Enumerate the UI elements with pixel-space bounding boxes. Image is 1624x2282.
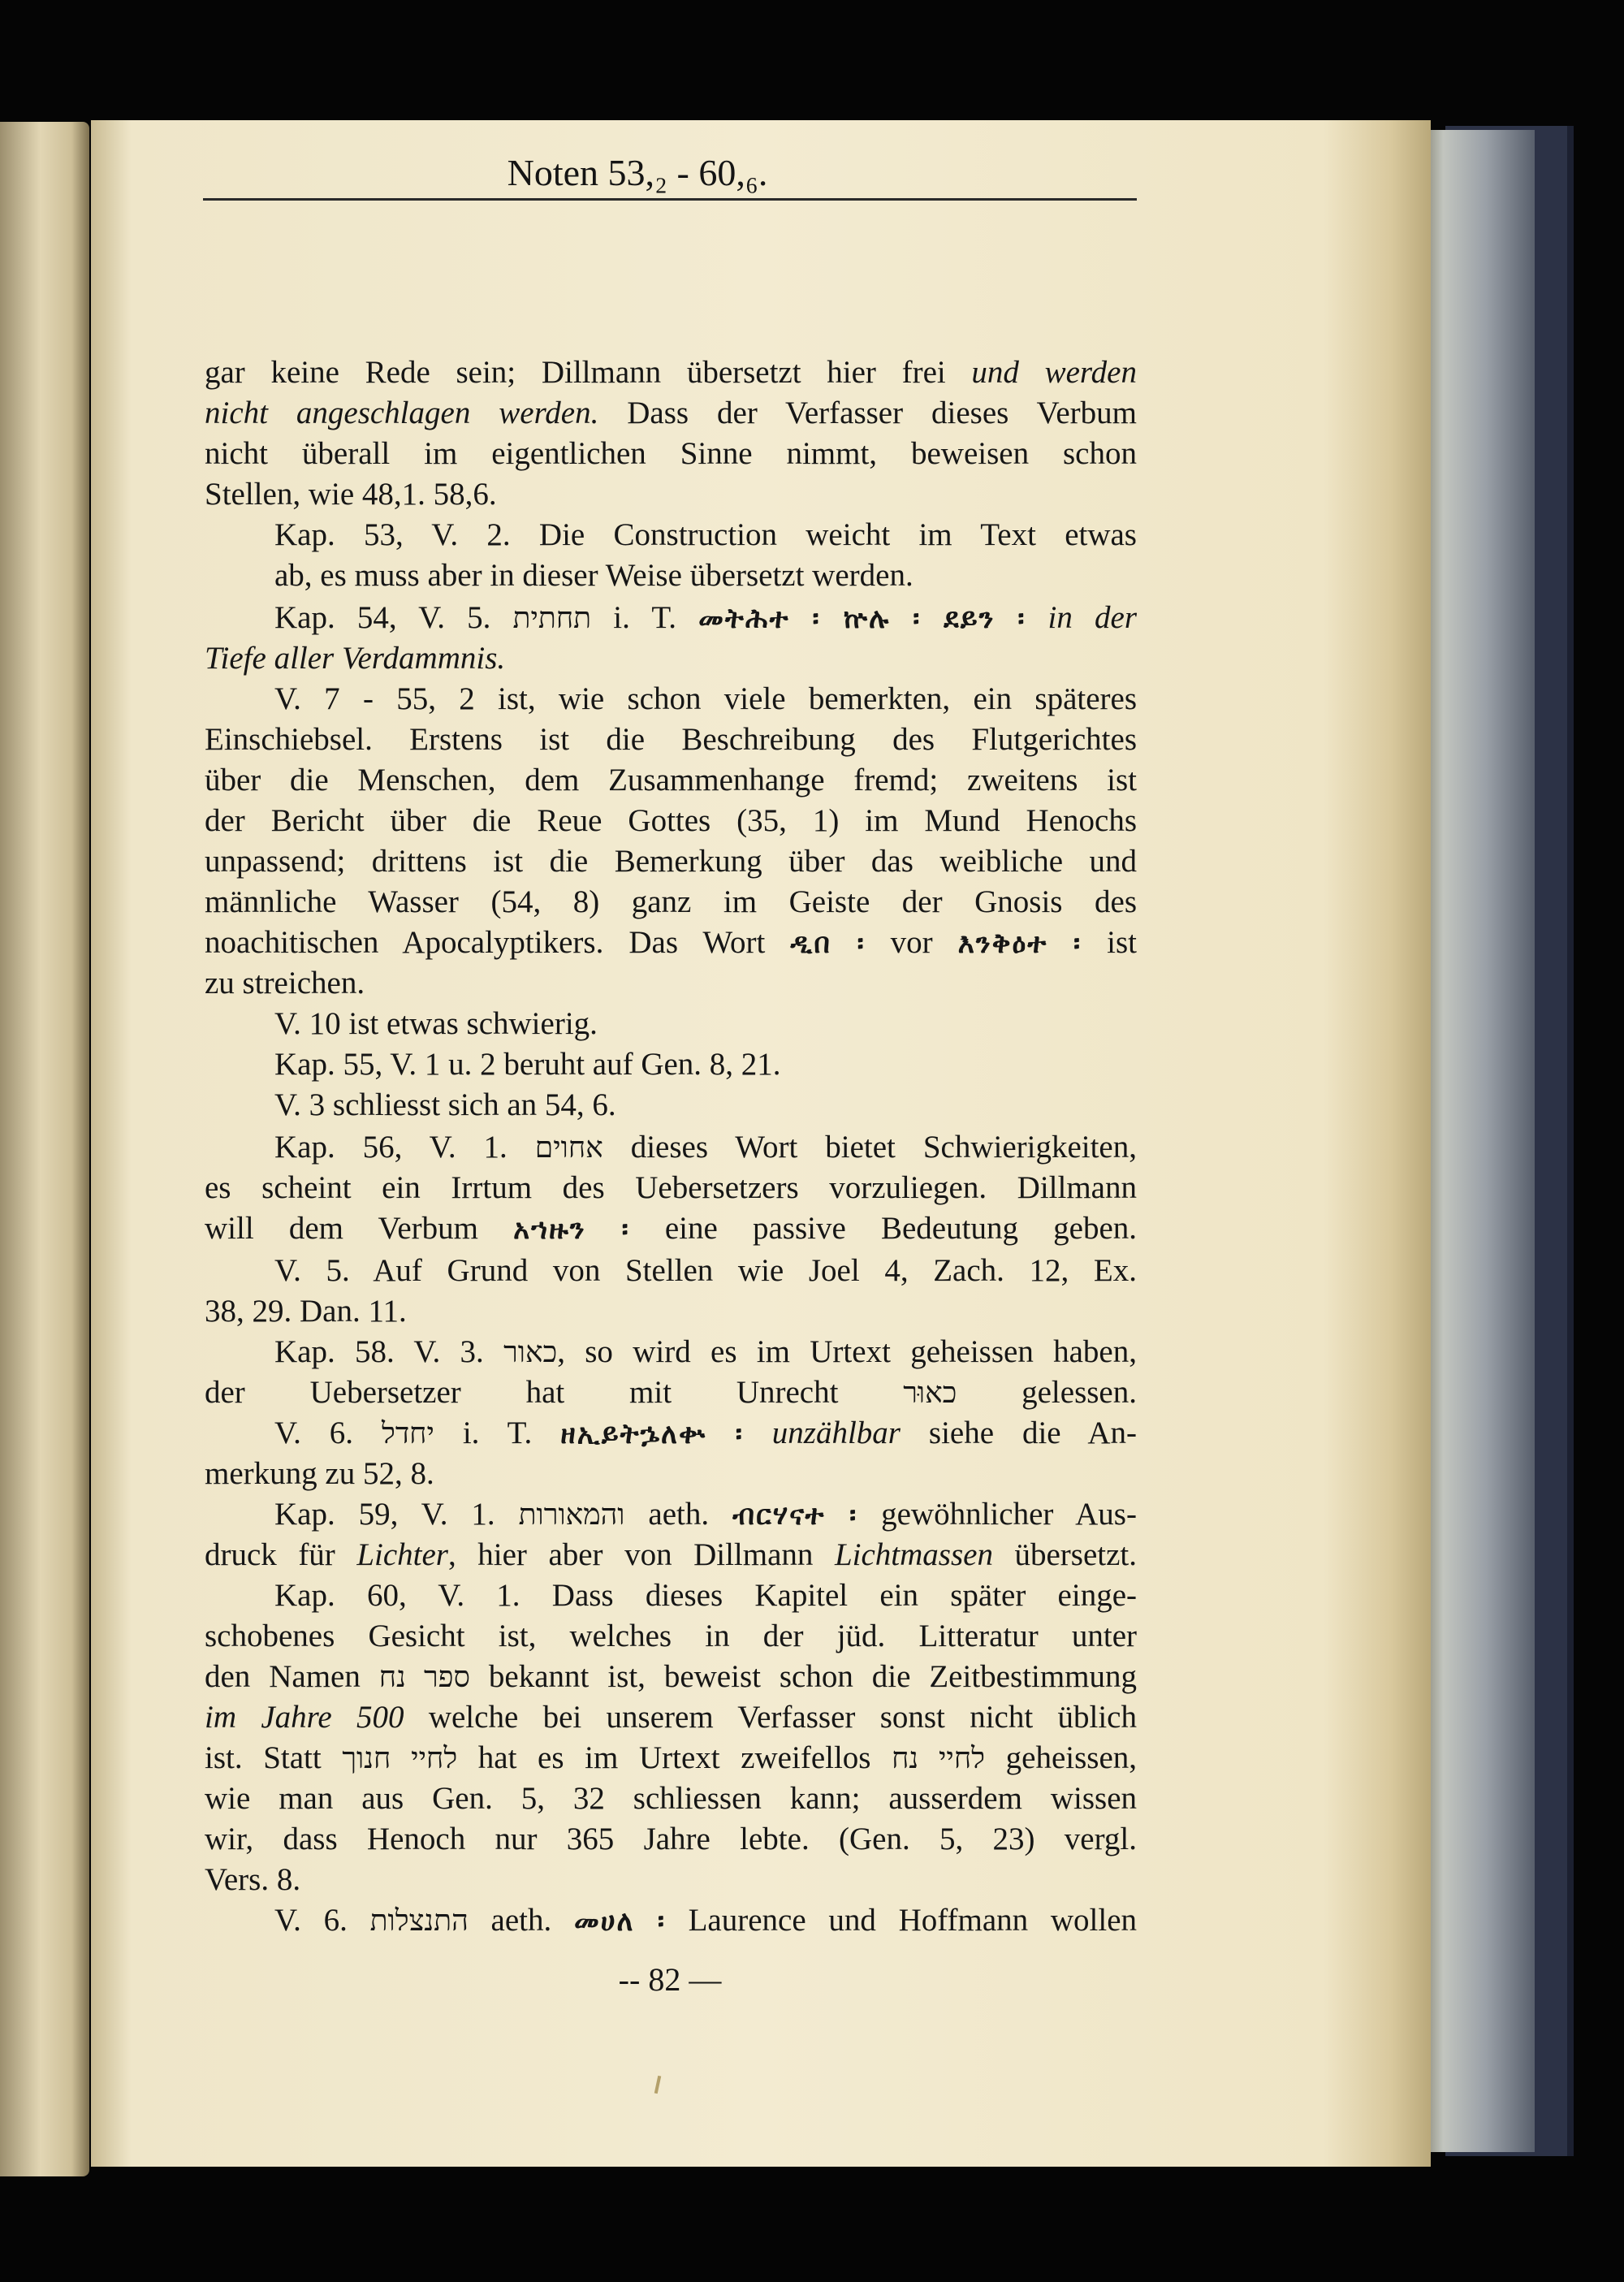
text-run: V. 3 schliesst sich an 54, 6. bbox=[274, 1087, 616, 1122]
text-run: V. 5. Auf Grund von Stellen wie Joel 4, Zach. 12, Ex. bbox=[274, 1253, 1137, 1288]
text-run: V. 10 ist etwas schwierig. bbox=[274, 1006, 598, 1041]
page-number: -- 82 — bbox=[618, 1961, 722, 1998]
text-run: , hier aber von Dillmann bbox=[448, 1537, 835, 1572]
text-run: Einschiebsel. Erstens ist die Beschreibung des Flutgerichtes bbox=[205, 722, 1137, 757]
text-line bbox=[274, 1575, 1137, 1616]
text-run: gar keine Rede sein; Dillmann übersetzt hier frei bbox=[205, 355, 972, 390]
text-line bbox=[274, 1085, 1137, 1126]
facing-page-edge bbox=[0, 122, 89, 2176]
text-line bbox=[274, 555, 1137, 596]
text-run: i. T. bbox=[591, 600, 699, 635]
italic-run: in der bbox=[1047, 600, 1137, 635]
text-run: hat es im Urtext zweifellos bbox=[457, 1740, 892, 1775]
text-line bbox=[205, 1535, 1137, 1575]
text-run: ab, es muss aber in dieser Weise übersetzt werden. bbox=[274, 558, 914, 593]
text-run: der Uebersetzer hat mit Unrecht bbox=[205, 1375, 904, 1410]
text-run: Kap. 60, V. 1. Dass dieses Kapitel ein später einge- bbox=[274, 1578, 1137, 1613]
italic-run: unzählbar bbox=[771, 1415, 901, 1450]
text-run: V. 6. bbox=[274, 1415, 382, 1450]
text-run: Stellen, wie 48,1. 58,6. bbox=[205, 477, 497, 512]
text-run: schobenes Gesicht ist, welches in der jüd. Litteratur unter bbox=[205, 1619, 1137, 1653]
text-run: druck für bbox=[205, 1537, 357, 1572]
text-run: Vers. 8. bbox=[205, 1862, 301, 1897]
text-line bbox=[205, 1454, 1137, 1494]
text-line bbox=[274, 1900, 1137, 1941]
text-run: gelessen. bbox=[957, 1375, 1137, 1410]
ethiopic-word: ዲበ ፡ bbox=[790, 929, 866, 959]
text-line bbox=[205, 474, 1137, 515]
text-run: aeth. bbox=[624, 1497, 733, 1532]
text-run: Kap. 54, V. 5. bbox=[274, 600, 513, 635]
text-run: wie man aus Gen. 5, 32 schliessen kann; ausserdem wissen bbox=[205, 1781, 1137, 1816]
text-run: Kap. 53, V. 2. Die Construction weicht im Text etwas bbox=[274, 517, 1137, 552]
text-run: männliche Wasser (54, 8) ganz im Geiste der Gnosis des bbox=[205, 884, 1137, 919]
text-line bbox=[205, 1697, 1137, 1738]
ethiopic-word: ዘኢይትኌለቍ ፡ bbox=[560, 1420, 744, 1450]
hebrew-word: כאוּר bbox=[903, 1377, 957, 1409]
text-run: noachitischen Apocalyptikers. Das Wort bbox=[205, 925, 791, 960]
italic-run: Lichter bbox=[356, 1537, 448, 1572]
page-block-edge bbox=[1413, 130, 1535, 2152]
text-run: 38, 29. Dan. 11. bbox=[205, 1294, 407, 1329]
text-line bbox=[205, 1168, 1137, 1208]
ethiopic-word: ብርሃናተ ፡ bbox=[732, 1501, 858, 1531]
text-run: Kap. 59, V. 1. bbox=[274, 1497, 519, 1532]
text-line bbox=[205, 1616, 1137, 1657]
text-run: nicht überall im eigentlichen Sinne nimmt, beweisen schon bbox=[205, 436, 1137, 471]
text-line bbox=[274, 679, 1137, 720]
text-run: übersetzt. bbox=[992, 1537, 1137, 1572]
hebrew-word: תחתית bbox=[512, 602, 592, 634]
hebrew-word: לחיי חנוך bbox=[342, 1742, 458, 1774]
text-line bbox=[205, 760, 1137, 801]
text-line bbox=[274, 1004, 1137, 1044]
text-line bbox=[205, 1208, 1137, 1249]
text-run: ist. Statt bbox=[205, 1740, 343, 1775]
hebrew-word: כאור bbox=[503, 1336, 558, 1368]
text-line bbox=[205, 882, 1137, 923]
text-run: siehe die An- bbox=[900, 1415, 1137, 1450]
text-run: will dem Verbum bbox=[205, 1211, 514, 1246]
text-line bbox=[274, 1044, 1137, 1085]
text-line bbox=[205, 352, 1137, 393]
text-run: Dass der Verfasser dieses Verbum bbox=[598, 395, 1137, 430]
italic-run: nicht angeschlagen werden. bbox=[205, 395, 599, 430]
text-run: wir, dass Henoch nur 365 Jahre lebte. (Gen. 5, 23) vergl. bbox=[205, 1822, 1137, 1856]
text-line bbox=[205, 638, 1137, 679]
text-run bbox=[744, 1415, 772, 1450]
hebrew-word: התנצלות bbox=[369, 1904, 469, 1937]
text-run: ist bbox=[1082, 925, 1137, 960]
text-line bbox=[205, 393, 1137, 434]
text-run: V. 6. bbox=[274, 1903, 370, 1938]
text-run: bekannt ist, beweist schon die Zeitbestimmung bbox=[470, 1659, 1137, 1694]
text-run: Kap. 55, V. 1 u. 2 beruht auf Gen. 8, 21. bbox=[274, 1047, 781, 1082]
text-run: aeth. bbox=[468, 1903, 574, 1938]
text-line bbox=[205, 1778, 1137, 1819]
text-run: der Bericht über die Reue Gottes (35, 1) im Mund Henochs bbox=[205, 803, 1137, 838]
text-run: eine passive Bedeutung geben. bbox=[629, 1211, 1137, 1246]
text-run bbox=[1026, 600, 1047, 635]
hebrew-word: והמאורות bbox=[518, 1498, 625, 1531]
text-line bbox=[205, 1291, 1137, 1332]
text-line bbox=[274, 1251, 1137, 1291]
text-run: über die Menschen, dem Zusammenhange fremd; zweitens ist bbox=[205, 763, 1137, 797]
text-line bbox=[205, 841, 1137, 882]
running-header: Noten 53,₂ - 60,₆. bbox=[507, 152, 768, 193]
italic-run: im Jahre 500 bbox=[205, 1700, 404, 1735]
text-line bbox=[205, 801, 1137, 841]
text-run: i. T. bbox=[434, 1415, 561, 1450]
text-line bbox=[274, 1127, 1137, 1168]
text-run: V. 7 - 55, 2 ist, wie schon viele bemerkten, ein späteres bbox=[274, 681, 1137, 716]
text-line bbox=[274, 515, 1137, 555]
italic-run: und werden bbox=[971, 355, 1137, 390]
text-line bbox=[205, 434, 1137, 474]
text-run: Kap. 58. V. 3. bbox=[274, 1334, 504, 1369]
text-run: merkung zu 52, 8. bbox=[205, 1456, 434, 1491]
text-line bbox=[205, 1738, 1137, 1778]
text-run: zu streichen. bbox=[205, 966, 365, 1001]
hebrew-word: אחוים bbox=[534, 1131, 603, 1164]
ethiopic-word: አኀዙን ፡ bbox=[513, 1215, 630, 1245]
ethiopic-word: እንቅዕተ ፡ bbox=[957, 929, 1082, 959]
ethiopic-word: መትሕተ ፡ ኵሉ ፡ ደይን ፡ bbox=[698, 604, 1026, 634]
text-line bbox=[274, 1494, 1137, 1535]
text-run: es scheint ein Irrtum des Uebersetzers vorzuliegen. Dillmann bbox=[205, 1170, 1137, 1205]
text-line bbox=[205, 1372, 1137, 1413]
text-line bbox=[274, 598, 1137, 638]
text-line bbox=[205, 1657, 1137, 1697]
text-run: gewöhnlicher Aus- bbox=[857, 1497, 1137, 1532]
italic-run: Lichtmassen bbox=[834, 1537, 993, 1572]
text-run: dieses Wort bietet Schwierigkeiten, bbox=[603, 1130, 1137, 1165]
text-run: vor bbox=[865, 925, 958, 960]
text-run: unpassend; drittens ist die Bemerkung über das weibliche und bbox=[205, 844, 1137, 879]
text-run: den Namen bbox=[205, 1659, 379, 1694]
header-rule bbox=[203, 198, 1137, 201]
text-run: Laurence und Hoffmann wollen bbox=[665, 1903, 1137, 1938]
italic-run: Tiefe aller Verdammnis. bbox=[205, 641, 506, 676]
text-line bbox=[205, 963, 1137, 1004]
text-run: geheissen, bbox=[985, 1740, 1137, 1775]
text-line bbox=[274, 1332, 1137, 1372]
text-line bbox=[205, 720, 1137, 760]
text-run: , so wird es im Urtext geheissen haben, bbox=[557, 1334, 1137, 1369]
text-line bbox=[274, 1413, 1137, 1454]
text-line bbox=[205, 1819, 1137, 1860]
hebrew-word: ספר נח bbox=[378, 1661, 470, 1693]
hebrew-word: יחדל bbox=[381, 1417, 434, 1450]
text-run: welche bei unserem Verfasser sonst nicht üblich bbox=[404, 1700, 1137, 1735]
text-line bbox=[205, 923, 1137, 963]
text-run: Kap. 56, V. 1. bbox=[274, 1130, 535, 1165]
text-line bbox=[205, 1860, 1137, 1900]
hebrew-word: לחיי נח bbox=[892, 1742, 986, 1774]
ethiopic-word: መሀለ ፡ bbox=[573, 1907, 666, 1937]
